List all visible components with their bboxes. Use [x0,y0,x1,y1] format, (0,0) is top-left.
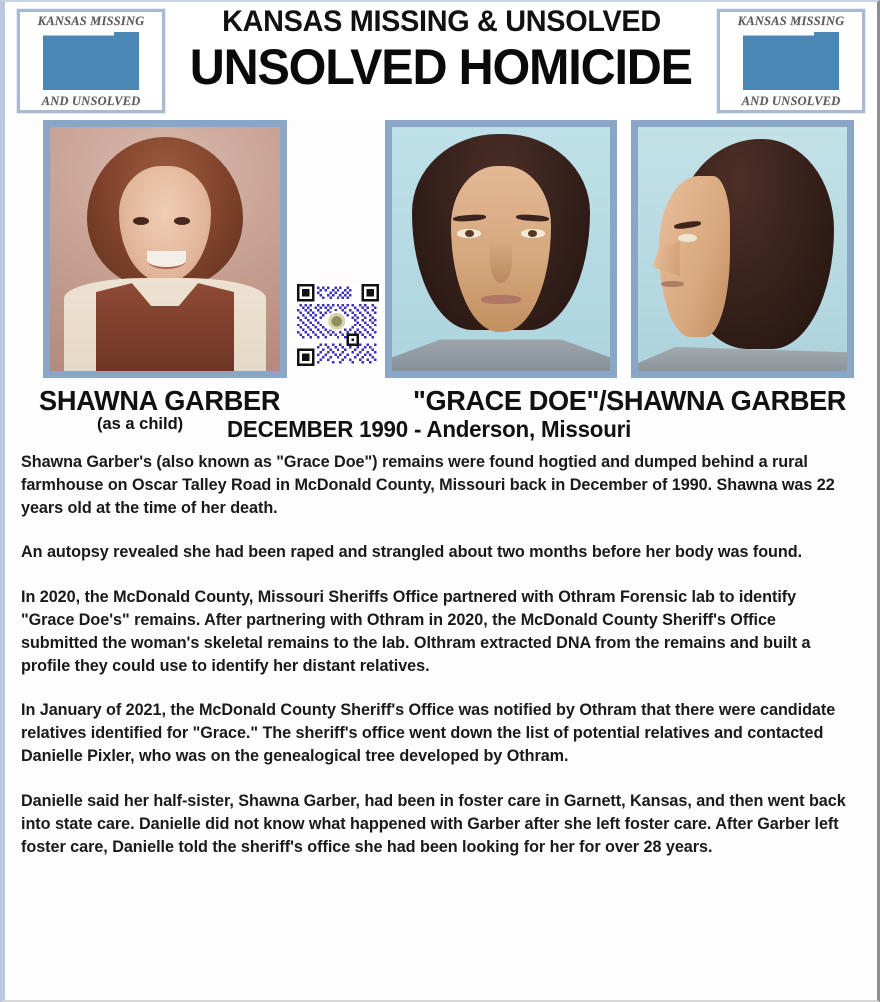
poster-header [5,2,877,120]
narrative-paragraph: Shawna Garber's (also known as "Grace Doe") remains were found hogtied and dumped behind a rural farmhouse on Oscar Talley Road in McDonald County, Missouri back in December of 1990. Shawna was 22 years old at the time of her death. [21,453,835,518]
shawna-garber-child-photo [43,120,287,378]
logo-bottom-text: AND UNSOLVED [41,93,141,108]
photo-strip [5,120,877,385]
narrative-paragraph: Danielle said her half-sister, Shawna Garber, had been in foster care in Garnett, Kansas, and then went back into state care. Danielle did not know what happened with Garber after she left foster care. After Garber left foster care, Danielle told the sheriff's office she had been looking for her for over 28 years. [21,791,846,856]
qr-code[interactable] [297,284,379,366]
caption-child-note: (as a child) [97,414,184,433]
narrative-paragraph: An autopsy revealed she had been raped and strangled about two months before her body was found. [21,543,803,562]
logo-bottom-text: AND UNSOLVED [741,93,841,108]
profile-reconstruction-image [638,127,847,371]
child-portrait-image [50,127,280,371]
photo-captions [5,385,877,447]
organization-title: KANSAS MISSING & UNSOLVED [221,5,661,38]
front-reconstruction-image [392,127,610,371]
kansas-missing-logo-left [17,9,165,113]
page-title: UNSOLVED HOMICIDE [189,38,693,95]
caption-grace-name: "GRACE DOE"/SHAWNA GARBER [413,385,847,416]
kansas-missing-logo-right [717,9,865,113]
logo-top-text: KANSAS MISSING [737,14,845,28]
caption-date-location: DECEMBER 1990 - Anderson, Missouri [227,416,632,442]
kansas-state-icon [43,32,139,90]
caption-child-name: SHAWNA GARBER [39,385,281,416]
grace-doe-reconstruction-front [385,120,617,378]
poster-titles [173,2,709,120]
narrative-paragraph: In 2020, the McDonald County, Missouri Sheriffs Office partnered with Othram Forensic lab to identify "Grace Doe's" remains. After partnering with Othram in 2020, the McDonald County Sheriff's Office submitted the woman's skeletal remains to the lab. Olthram extracted DNA from the remains and built a profile they could use to identify her distant relatives. [21,587,811,675]
logo-top-text: KANSAS MISSING [37,14,145,28]
case-narrative [5,447,877,859]
kansas-state-icon [743,32,839,90]
grace-doe-reconstruction-profile [631,120,854,378]
narrative-paragraph: In January of 2021, the McDonald County Sheriff's Office was notified by Othram that there were candidate relatives identified for "Grace." The sheriff's office went down the list of potential relatives and contacted Danielle Pixler, who was on the genealogical tree developed by Othram. [21,701,836,766]
